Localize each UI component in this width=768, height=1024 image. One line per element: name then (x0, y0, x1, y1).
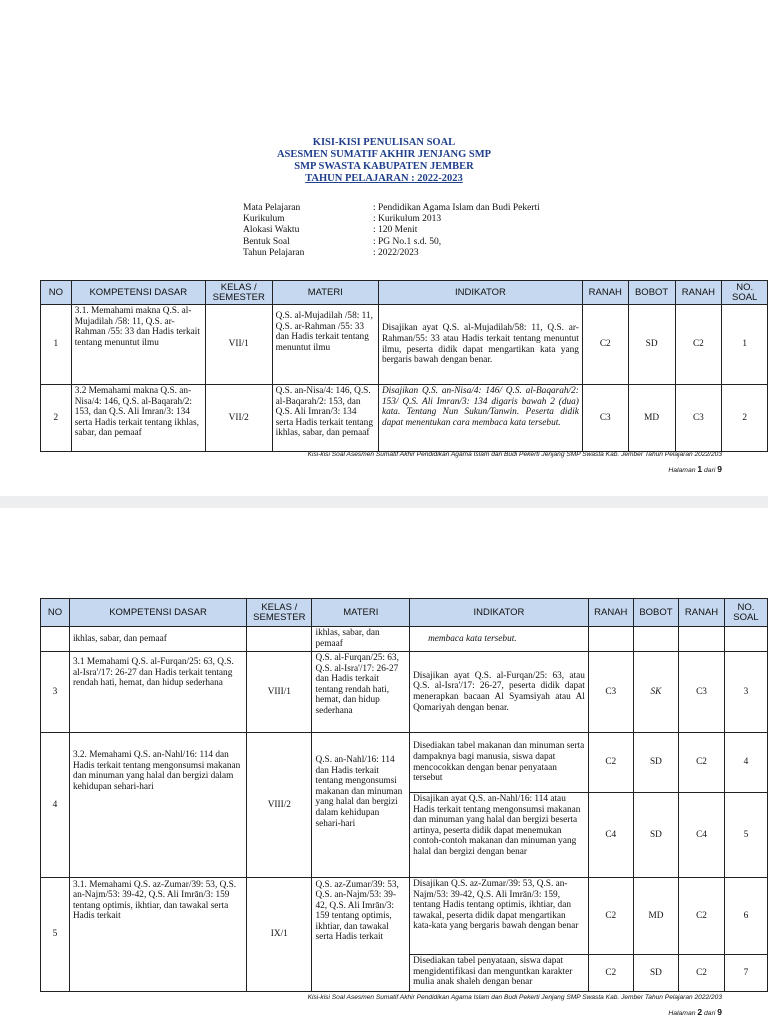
row-no-soal: 2 (722, 385, 768, 452)
row-bobot: MD (633, 878, 679, 955)
row-indikator: Disajikan ayat Q.S. al-Mujadilah/58: 11, Q.S. ar-Rahman/55: 33 atau Hadis terkait tentang menuntut ilmu, peserta didik dapat mengartikan kata yang bergaris bawah dengan benar. (381, 323, 579, 366)
header-ranah: RANAH (582, 281, 628, 305)
info-value: : 120 Menit (373, 225, 418, 236)
row-bobot: MD (628, 385, 675, 452)
row-kompetensi: 3.1. Memahami makna Q.S. al-Mujadilah /58: 11, Q.S. ar-Rahman /55: 33 dan Hadis terkait tentang menuntut ilmu (74, 306, 200, 348)
page-number: Halaman 2 dari 9 (668, 1007, 722, 1017)
row-kompetensi: 3.2. Memahami Q.S. an-Nahl/16: 114 dan Hadis terkait tentang mengonsumsi makanan dan minuman yang halal dan bergizi dalam kehidupan sehari-hari (72, 750, 241, 792)
row-no-soal: 5 (724, 793, 767, 878)
row-ranah: C2 (588, 955, 633, 992)
row-ranah-2: C4 (679, 793, 725, 878)
row-materi: Q.S. al-Mujadilah /58: 11, Q.S. ar-Rahman /55: 33 dan Hadis terkait tentang menuntut ilmu (275, 311, 373, 353)
row-no-soal: 3 (724, 652, 767, 733)
row-kelas: VIII/1 (247, 652, 312, 733)
row-kelas: VII/2 (205, 385, 272, 452)
row-no-soal: 7 (724, 955, 767, 992)
row-indikator: Disediakan tabel makanan dan minuman serta dampaknya bagi manusia, siswa dapat mencocokkan dengan benar penyataan tersebut (410, 733, 589, 793)
header-bobot: BOBOT (628, 281, 675, 305)
row-no: 4 (41, 733, 70, 878)
row-bobot: SD (633, 733, 679, 793)
header-no: NO (41, 281, 72, 305)
row-bobot: SD (628, 305, 675, 385)
page-number: Halaman 1 dari 9 (668, 464, 722, 474)
document-title (0, 137, 768, 185)
header-kompetensi-dasar: KOMPETENSI DASAR (71, 281, 205, 305)
table-row-continuation (41, 627, 768, 652)
info-value: : PG No.1 s.d. 50, (373, 236, 442, 247)
table-row (41, 305, 768, 385)
header-materi: MATERI (272, 281, 378, 305)
row-ranah-2: C2 (679, 878, 725, 955)
row-no: 2 (41, 385, 72, 452)
info-key: Mata Pelajaran (243, 203, 301, 213)
header-ranah-2: RANAH (679, 599, 725, 627)
row-materi: Q.S. an-Nahl/16: 114 dan Hadis terkait tentang mengonsumsi makanan dan minuman yang halal dan bergizi dalam kehidupan sehari-hari (315, 755, 403, 829)
row-indikator: Disajikan ayat Q.S. an-Nahl/16: 114 atau Hadis terkait tentang mengonsumsi makanan dan minuman yang halal dan bergizi beserta artinya, peserta didik dapat menemukan contoh-contoh makanan dan minuman yang halal dan bergizi dengan benar (413, 794, 581, 857)
row-materi: Q.S. al-Furqan/25: 63, Q.S. al-Isra'/17: 26-27 dan Hadis terkait tentang rendah hati, hemat, dan hidup sederhana (315, 653, 399, 716)
row-ranah: C3 (582, 385, 628, 452)
kisi-table-page-2 (40, 598, 768, 992)
row-no: 5 (41, 878, 70, 992)
row-materi: Q.S. az-Zumar/39: 53, Q.S. an-Najm/53: 39-42, Q.S. Ali Imrān/3: 159 tentang optimis, ikhtiar, dan tawakal serta Hadis terkait (315, 879, 399, 943)
title-line: TAHUN PELAJARAN : 2022-2023 (305, 173, 463, 184)
header-indikator: INDIKATOR (378, 281, 582, 305)
header-no: NO (41, 599, 70, 627)
row-bobot: SD (633, 793, 679, 878)
info-key: Tahun Pelajaran (243, 247, 305, 258)
row-kompetensi: ikhlas, sabar, dan pemaaf (69, 627, 246, 652)
header-kelas-semester: KELAS / SEMESTER (247, 599, 312, 627)
table-header-row (41, 599, 768, 627)
row-ranah: C4 (588, 793, 633, 878)
row-kelas: IX/1 (247, 878, 312, 992)
row-ranah: C2 (582, 305, 628, 385)
page-footer: Kisi-kisi Soal Asesmen Sumatif Akhir Pendidikan Agama Islam dan Budi Pekerti Jenjang SMP Swasta Kab. Jember Tahun Pelajaran 2022/203 (307, 451, 722, 458)
document-page-2 (0, 508, 768, 1024)
document-page-1 (0, 0, 768, 496)
row-ranah-2: C2 (679, 955, 725, 992)
row-no-soal: 4 (724, 733, 767, 793)
info-value: : Kurikulum 2013 (373, 214, 442, 225)
row-bobot: SD (633, 955, 679, 992)
table-row (41, 652, 768, 733)
row-no-soal: 1 (722, 305, 768, 385)
row-no-soal: 6 (724, 878, 767, 955)
header-ranah-2: RANAH (675, 281, 722, 305)
info-value: : 2022/2023 (373, 247, 419, 258)
title-line: SMP SWASTA KABUPATEN JEMBER (294, 161, 474, 172)
subject-info (243, 203, 540, 259)
title-line: KISI-KISI PENULISAN SOAL (312, 137, 456, 148)
page-footer: Kisi-kisi Soal Asesmen Sumatif Akhir Pendidikan Agama Islam dan Budi Pekerti Jenjang SMP Swasta Kab. Jember Tahun Pelajaran 2022/203 (307, 994, 722, 1001)
info-key: Bentuk Soal (243, 236, 290, 247)
row-no: 3 (41, 652, 70, 733)
header-kompetensi-dasar: KOMPETENSI DASAR (69, 599, 246, 627)
info-value: : Pendidikan Agama Islam dan Budi Pekerti (373, 203, 540, 213)
row-ranah-2: C3 (679, 652, 725, 733)
row-kompetensi: 3.1 Memahami Q.S. al-Furqan/25: 63, Q.S. al-Isra'/17: 26-27 dan Hadis terkait tentang rendah hati, hemat, dan hidup sederhana (72, 657, 234, 689)
row-ranah-2: C3 (675, 385, 722, 452)
header-no-soal: NO. SOAL (722, 281, 768, 305)
row-indikator: Disajikan Q.S. an-Nisa/4: 146/ Q.S. al-Baqarah/2: 153/ Q.S. Ali Imran/3: 134 digaris bawah 2 (dua) kata. Tentang Nun Sukun/Tanwin. Peserta didik dapat menentukan cara membaca kata tersebut. (381, 386, 579, 428)
header-bobot: BOBOT (633, 599, 679, 627)
row-materi: ikhlas, sabar, dan pemaaf (315, 628, 380, 649)
kisi-table-page-1 (40, 280, 768, 452)
info-key: Kurikulum (243, 214, 285, 225)
info-key: Alokasi Waktu (243, 225, 300, 236)
table-row (41, 733, 768, 793)
row-ranah: C2 (588, 878, 633, 955)
row-kelas: VIII/2 (247, 733, 312, 878)
row-ranah-2: C2 (679, 733, 725, 793)
row-ranah-2: C2 (675, 305, 722, 385)
row-ranah: C2 (588, 733, 633, 793)
title-line: ASESMEN SUMATIF AKHIR JENJANG SMP (276, 149, 492, 160)
row-kompetensi: 3.1. Memahami Q.S. az-Zumar/39: 53, Q.S. an-Najm/53: 39-42, Q.S. Ali Imrān/3: 159 tentang optimis, ikhtiar, dan tawakal serta Hadis terkait (72, 879, 237, 922)
row-ranah: C3 (588, 652, 633, 733)
header-indikator: INDIKATOR (410, 599, 589, 627)
row-bobot: SK (633, 652, 679, 733)
row-indikator: membaca kata tersebut. (410, 627, 589, 652)
row-kompetensi: 3.2 Memahami makna Q.S. an-Nisa/4: 146, Q.S. al-Baqarah/2: 153, dan Q.S. Ali Imran/3: 134 serta Hadis terkait tentang ikhlas, sabar, dan pemaaf (74, 386, 199, 439)
row-indikator: Disajikan ayat Q.S. al-Furqan/25: 63, atau Q.S. al-Isra'/17: 26-27, peserta didik dapat menerapkan bacaan Al Syamsiyah atau Al Qomariyah dengan benar. (410, 652, 589, 733)
header-materi: MATERI (312, 599, 410, 627)
header-ranah: RANAH (588, 599, 633, 627)
header-no-soal: NO. SOAL (724, 599, 767, 627)
row-indikator: Disediakan tabel penyataan, siswa dapat mengidentifikasi dan menguntkan karakter mulia anak shaleh dengan benar (413, 956, 573, 988)
row-kelas: VII/1 (205, 305, 272, 385)
table-header-row (41, 281, 768, 305)
row-no: 1 (41, 305, 72, 385)
table-row (41, 878, 768, 955)
row-materi: Q.S. an-Nisa/4: 146, Q.S. al-Baqarah/2: 153, dan Q.S. Ali Imran/3: 134 serta Hadis terkait tentang ikhlas, sabar, dan pemaaf (275, 386, 373, 439)
table-row (41, 385, 768, 452)
row-indikator: Disajikan Q.S. az-Zumar/39: 53, Q.S. an-Najm/53: 39-42, Q.S. Ali Imrān/3: 159, tentang Hadis tentang optimis, ikhtiar, dan tawakal, peserta didik dapat mengartikan kata-kata yang bergaris bawah dengan benar (413, 879, 579, 932)
header-kelas-semester: KELAS / SEMESTER (205, 281, 272, 305)
